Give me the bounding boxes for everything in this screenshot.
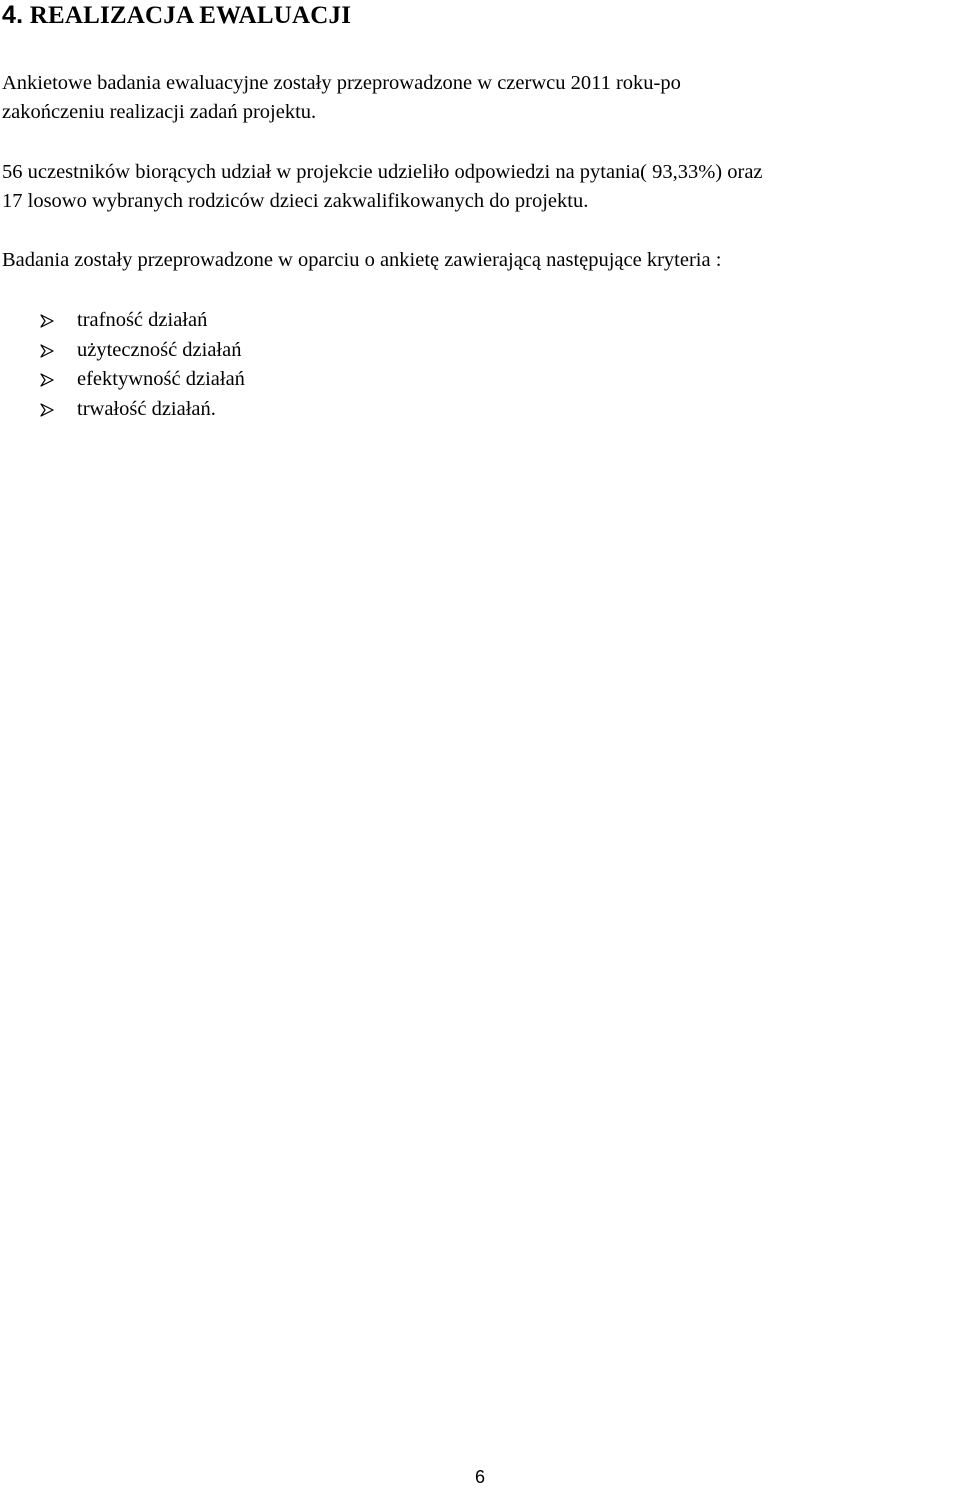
criteria-item-label: użyteczność działań [77,338,242,361]
paragraph-line: zakończeniu realizacji zadań projektu. [2,101,317,123]
criteria-item-label: efektywność działań [77,368,245,390]
section-number: 4. [2,1,24,29]
arrowhead-bullet-icon [40,314,54,328]
list-item [40,395,245,425]
criteria-item-label: trafność działań [77,309,208,331]
paragraph-participants [2,158,763,216]
paragraph-line: 17 losowo wybranych rodziców dzieci zakwalifikowanych do projektu. [2,190,589,212]
criteria-list [40,306,245,424]
arrowhead-bullet-icon [40,344,54,358]
paragraph-line: Ankietowe badania ewaluacyjne zostały przeprowadzone w czerwcu 2011 roku-po [2,72,681,94]
list-item [40,365,245,395]
section-title: REALIZACJA EWALUACJI [29,2,352,29]
list-item [40,336,245,366]
paragraph-line: Badania zostały przeprowadzone w oparciu o ankietę zawierającą następujące kryteria : [2,249,722,271]
page-number: 6 [474,1467,485,1487]
paragraph-evaluation-date [2,69,681,127]
list-item [40,306,245,336]
arrowhead-bullet-icon [40,373,54,387]
criteria-item-label: trwałość działań. [77,397,216,420]
paragraph-criteria-intro [2,246,721,275]
paragraph-line: 56 uczestników biorących udział w projekcie udzieliło odpowiedzi na pytania( 93,33%) oraz [2,161,763,183]
arrowhead-bullet-icon [40,403,54,417]
section-heading [2,0,351,31]
